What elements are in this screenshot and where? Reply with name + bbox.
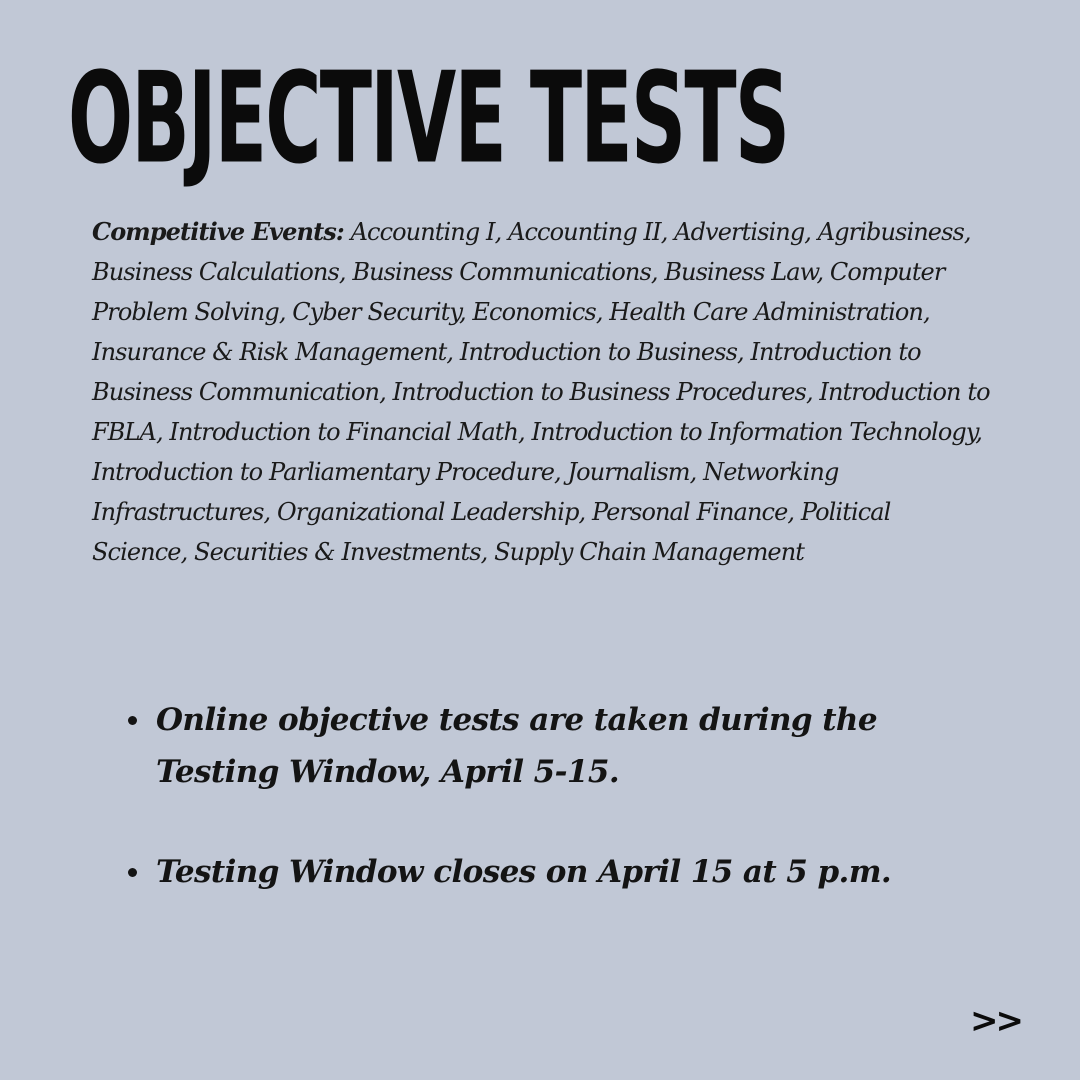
bullet-item-window-closes (128, 846, 948, 898)
bullet-item-testing-window (128, 694, 948, 798)
competitive-events-paragraph (92, 212, 992, 572)
bullet-text: Testing Window closes on April 15 at 5 p.m. (156, 854, 892, 890)
page-title: OBJECTIVE TESTS (68, 45, 789, 192)
competitive-events-label: Competitive Events: (92, 217, 344, 246)
bullet-text: Online objective tests are taken during the Testing Window, April 5-15. (156, 702, 877, 790)
bullet-dot-icon (128, 868, 137, 877)
info-bullet-list (128, 694, 948, 898)
competitive-events-list: Accounting I, Accounting II, Advertising, Agribusiness, Business Calculations, Business Communications, Business Law, Computer Problem Solving, Cyber Security, Economics, Health Care Administration, Insurance & Risk Management, Introduction to Business, Introduction to Business Communication, Introduction to Business Procedures, Introduction to FBLA, Introduction to Financial Math, Introduction to Information Technology, Introduction to Parliamentary Procedure, Journalism, Networking Infrastructures, Organizational Leadership, Personal Finance, Political Science, Securities & Investments, Supply Chain Management (92, 218, 990, 566)
next-slide-arrow[interactable]: >> (970, 1001, 1021, 1041)
bullet-dot-icon (128, 716, 137, 725)
